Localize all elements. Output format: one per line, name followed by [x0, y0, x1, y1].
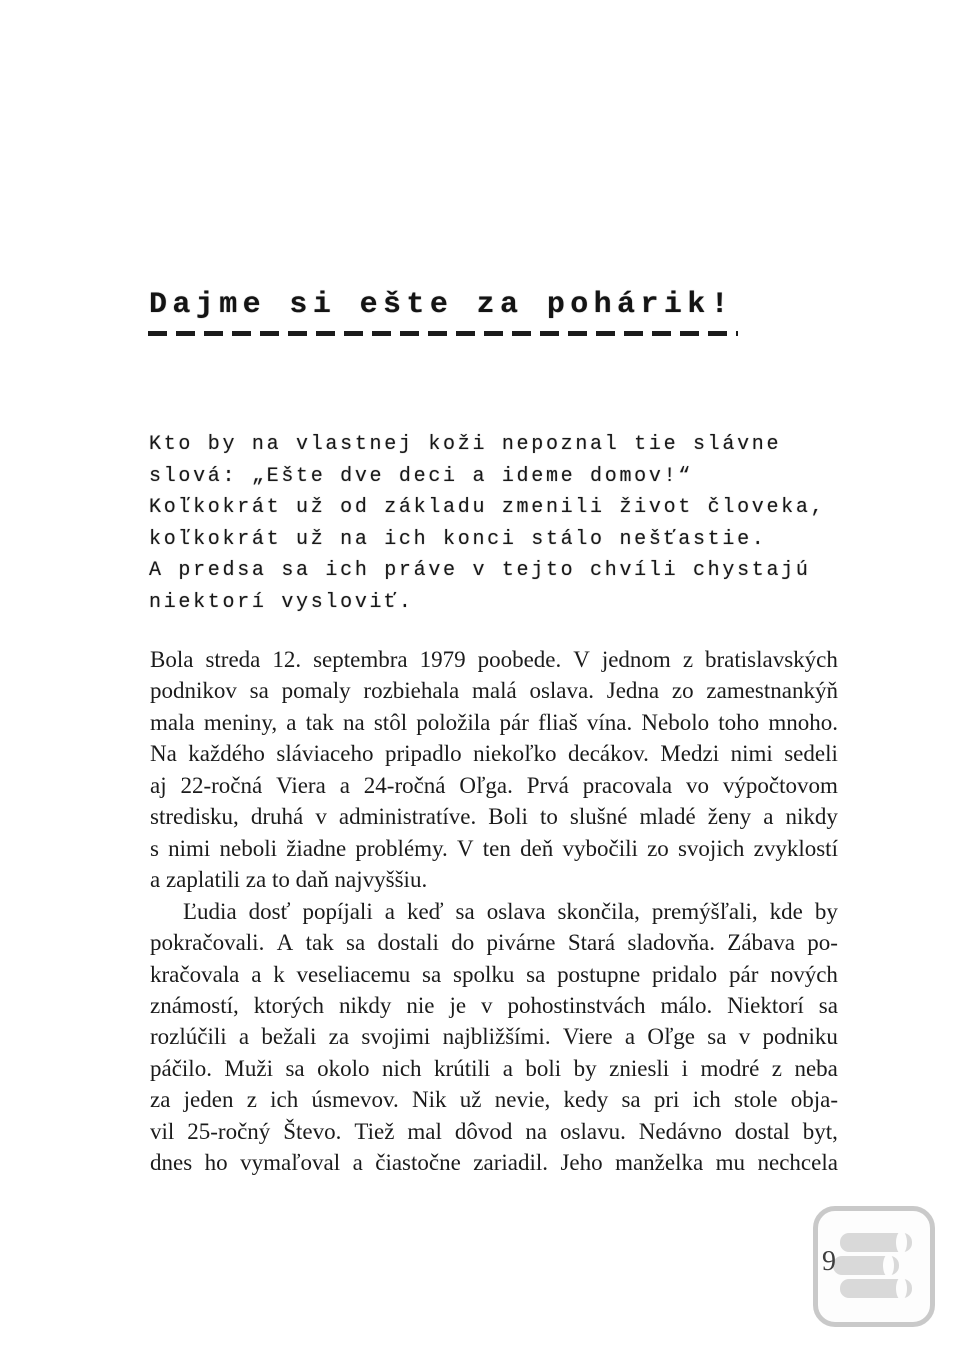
text-line: aj 22-ročná Viera a 24-ročná Oľga. Prvá pracovala vo výpočtovom — [150, 772, 838, 798]
body-text — [150, 644, 838, 1179]
text-line: kračovala a k veseliacemu sa spolku sa postupne pridalo pár nových — [150, 961, 838, 987]
text-line: pokračovali. A tak sa dostali do pivárne Stará sladovňa. Zábava po- — [150, 930, 838, 956]
intro-line: koľkokrát už na ich konci stálo nešťastie. — [149, 527, 767, 551]
text-line: za jeden z ich úsmevov. Nik už nevie, kedy sa pri ich stole obja- — [150, 1087, 838, 1113]
page-number: 9 — [822, 1246, 836, 1277]
text-line: dnes ho vymaľoval a čiastočne zariadil. Jeho manželka mu nechcela — [150, 1150, 838, 1176]
intro-block — [149, 429, 825, 619]
intro-line: slová: „Ešte dve deci a ideme domov!“ — [149, 464, 693, 488]
intro-line: A predsa sa ich práve v tejto chvíli chystajú — [149, 559, 811, 583]
text-line: a zaplatili za to daň najvyššiu. — [150, 867, 428, 893]
text-line: Bola streda 12. septembra 1979 poobede. V jednom z bratislavských — [150, 647, 838, 672]
text-line: s nimi neboli žiadne problémy. V ten deň vybočili zo svojich zvyklostí — [150, 835, 838, 861]
title-underline — [148, 331, 738, 336]
chapter-title: Dajme si ešte za pohárik! — [149, 288, 735, 322]
book-bar-icon — [840, 1279, 912, 1298]
intro-line: niektorí vysloviť. — [149, 590, 414, 614]
book-bar-icon — [833, 1256, 899, 1275]
text-line: podnikov sa pomaly rozbiehala malá oslava. Jedna zo zamestnankýň — [150, 678, 838, 704]
text-line: mala meniny, a tak na stôl položila pár fliaš vína. Nebolo toho mnoho. — [150, 709, 838, 735]
text-line: Ľudia dosť popíjali a keď sa oslava skončila, premýšľali, kde by — [183, 898, 838, 924]
text-line: stredisku, druhá v administratíve. Boli to slušné mladé ženy a nikdy — [150, 804, 838, 830]
text-line: rozlúčili a bežali za svojimi najbližšími. Viere a Oľge sa v podniku — [150, 1024, 838, 1050]
intro-line: Koľkokrát už od základu zmenili život človeka, — [149, 496, 826, 520]
text-line: známostí, ktorých nikdy nie je v pohostinstvách málo. Niektorí sa — [150, 992, 838, 1018]
text-line: Na každého sláviaceho pripadlo niekoľko decákov. Medzi nimi sedeli — [150, 741, 838, 767]
intro-line: Kto by na vlastnej koži nepoznal tie slávne — [149, 433, 782, 456]
text-line: vil 25-ročný Števo. Tiež mal dôvod na oslavu. Nedávno dostal byt, — [150, 1118, 838, 1144]
book-bar-icon — [840, 1233, 912, 1252]
text-line: páčilo. Muži sa okolo nich krútili a boli by zniesli i modré z neba — [150, 1055, 838, 1081]
